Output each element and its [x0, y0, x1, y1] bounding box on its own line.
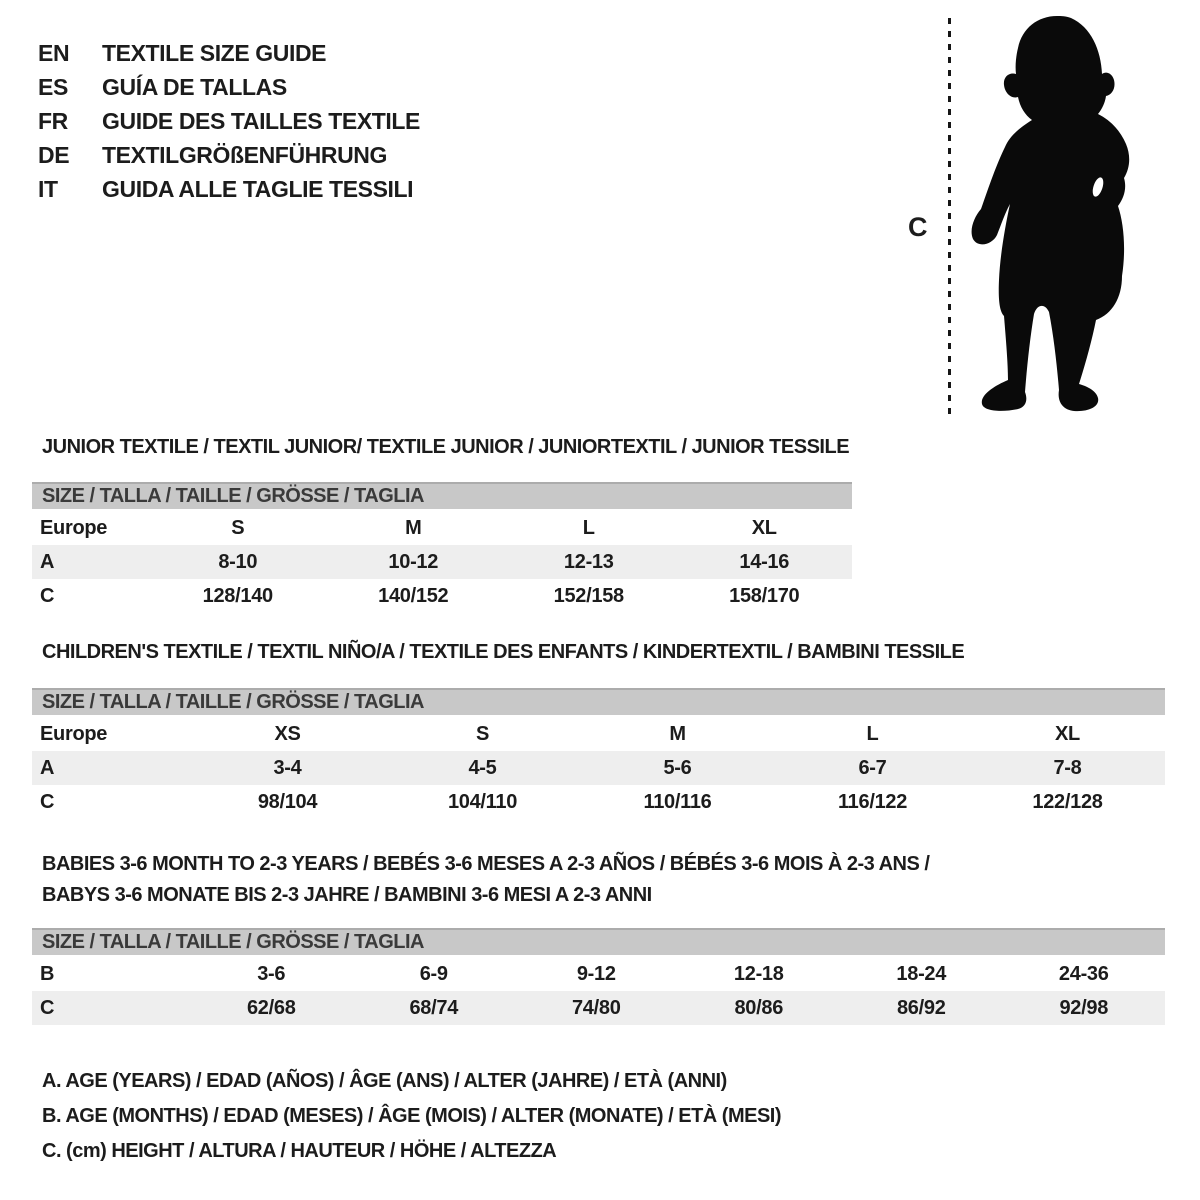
size-value: L — [582, 516, 595, 539]
language-code: IT — [38, 176, 58, 202]
junior-size-header-bar: SIZE / TALLA / TAILLE / GRÖSSE / TAGLIA — [32, 482, 852, 509]
size-value: 98/104 — [257, 790, 318, 813]
junior-size-table — [32, 482, 852, 613]
size-value: 152/158 — [553, 584, 624, 607]
measurement-legend — [42, 1064, 781, 1169]
size-value: 3-4 — [273, 756, 302, 779]
table-row — [32, 785, 1165, 819]
size-value: 158/170 — [729, 584, 800, 607]
row-label: C — [40, 790, 55, 813]
size-value: 140/152 — [378, 584, 449, 607]
row-label: A — [40, 550, 55, 573]
size-value: 18-24 — [896, 962, 947, 985]
size-value: XL — [1055, 722, 1080, 745]
size-value: 5-6 — [663, 756, 692, 779]
table-row — [32, 511, 852, 545]
legend-line-b: B. AGE (MONTHS) / EDAD (MESES) / ÂGE (MOIS) / ALTER (MONATE) / ETÀ (MESI) — [42, 1105, 782, 1127]
babies-title-line2: BABYS 3-6 MONATE BIS 2-3 JAHRE / BAMBINI 3-6 MESI A 2-3 ANNI — [42, 884, 652, 906]
size-value: 7-8 — [1053, 756, 1082, 779]
size-value: 14-16 — [739, 550, 790, 573]
table-row — [32, 991, 1165, 1025]
language-code: DE — [38, 142, 70, 168]
row-label: Europe — [40, 722, 108, 745]
size-value: 8-10 — [218, 550, 258, 573]
language-label: GUÍA DE TALLAS — [102, 74, 287, 100]
size-value: 110/116 — [643, 790, 712, 813]
language-label: GUIDE DES TAILLES TEXTILE — [102, 108, 420, 134]
size-value: XL — [751, 516, 777, 539]
junior-section-title: JUNIOR TEXTILE / TEXTIL JUNIOR/ TEXTILE JUNIOR / JUNIORTEXTIL / JUNIOR TESSILE — [42, 436, 850, 458]
row-label: Europe — [40, 516, 108, 539]
language-code: ES — [38, 74, 68, 100]
size-value: M — [669, 722, 686, 745]
size-value: M — [405, 516, 422, 539]
legend-line-a: A. AGE (YEARS) / EDAD (AÑOS) / ÂGE (ANS) / ALTER (JAHRE) / ETÀ (ANNI) — [42, 1070, 727, 1092]
size-value: 4-5 — [468, 756, 497, 779]
babies-title-line1: BABIES 3-6 MONTH TO 2-3 YEARS / BEBÉS 3-6 MESES A 2-3 AÑOS / BÉBÉS 3-6 MOIS À 2-3 ANS / — [42, 853, 930, 875]
size-value: 12-13 — [563, 550, 614, 573]
row-label: B — [40, 962, 55, 985]
size-value: XS — [274, 722, 301, 745]
size-value: 24-36 — [1058, 962, 1109, 985]
language-label: TEXTILE SIZE GUIDE — [102, 40, 327, 66]
children-size-table — [32, 688, 1165, 819]
size-value: 62/68 — [246, 996, 296, 1019]
language-title-list — [38, 36, 420, 206]
size-value: 116/122 — [837, 790, 908, 813]
language-row — [38, 36, 420, 70]
legend-line-c: C. (cm) HEIGHT / ALTURA / HAUTEUR / HÖHE / ALTEZZA — [42, 1140, 557, 1162]
table-row — [32, 957, 1165, 991]
children-section-title: CHILDREN'S TEXTILE / TEXTIL NIÑO/A / TEXTILE DES ENFANTS / KINDERTEXTIL / BAMBINI TESSILE — [42, 641, 965, 663]
size-value: S — [475, 722, 490, 745]
size-value: 80/86 — [734, 996, 784, 1019]
size-value: 10-12 — [388, 550, 439, 573]
size-value: 6-7 — [858, 756, 887, 779]
height-measure-dashed-line — [948, 18, 951, 416]
row-label: C — [40, 996, 55, 1019]
children-size-header-bar: SIZE / TALLA / TAILLE / GRÖSSE / TAGLIA — [32, 688, 1165, 715]
language-row — [38, 172, 420, 206]
language-code: EN — [38, 40, 70, 66]
baby-silhouette-icon — [963, 14, 1145, 418]
language-row — [38, 70, 420, 104]
size-value: 74/80 — [571, 996, 621, 1019]
row-label: C — [40, 584, 55, 607]
language-row — [38, 138, 420, 172]
size-value: 92/98 — [1059, 996, 1109, 1019]
language-label: GUIDA ALLE TAGLIE TESSILI — [102, 176, 414, 202]
table-row — [32, 545, 852, 579]
size-value: 68/74 — [409, 996, 459, 1019]
language-code: FR — [38, 108, 68, 134]
language-row — [38, 104, 420, 138]
size-value: 9-12 — [576, 962, 616, 985]
table-row — [32, 579, 852, 613]
babies-size-table — [32, 928, 1165, 1025]
size-value: 128/140 — [202, 584, 273, 607]
size-value: S — [231, 516, 245, 539]
size-value: 6-9 — [419, 962, 448, 985]
table-row — [32, 751, 1165, 785]
size-value: 86/92 — [896, 996, 946, 1019]
size-value: 104/110 — [447, 790, 518, 813]
table-row — [32, 717, 1165, 751]
language-label: TEXTILGRÖßENFÜHRUNG — [102, 142, 387, 168]
size-value: 12-18 — [733, 962, 784, 985]
row-label: A — [40, 756, 55, 779]
size-value: 122/128 — [1032, 790, 1103, 813]
babies-section-title — [42, 849, 929, 911]
size-value: 3-6 — [257, 962, 286, 985]
height-measure-label: C — [908, 212, 928, 242]
size-value: L — [866, 722, 879, 745]
babies-size-header-bar: SIZE / TALLA / TAILLE / GRÖSSE / TAGLIA — [32, 928, 1165, 955]
